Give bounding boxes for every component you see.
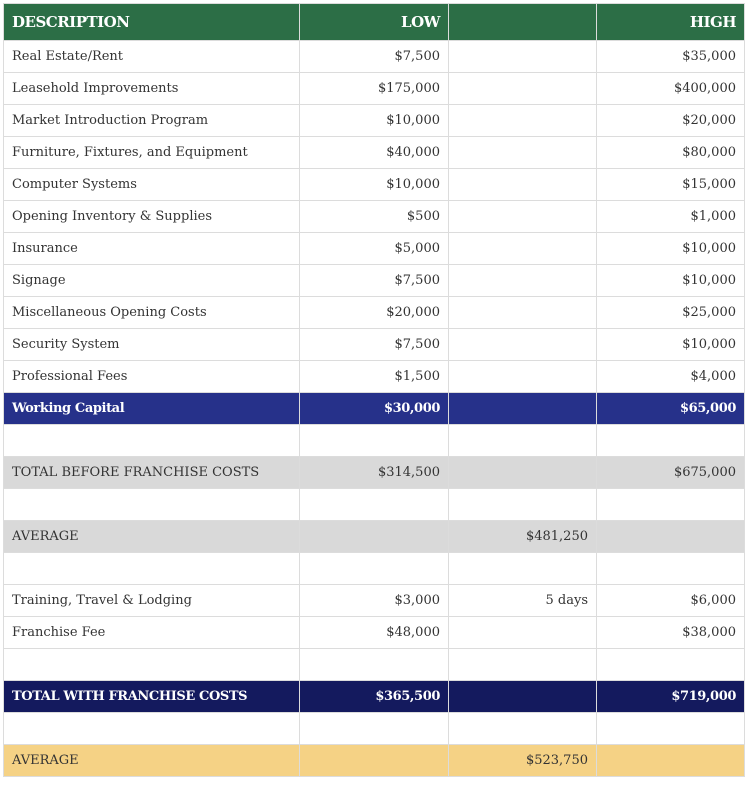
row-description: Miscellaneous Opening Costs	[4, 297, 300, 329]
row-description: Computer Systems	[4, 169, 300, 201]
table-row	[4, 297, 745, 329]
row-mid: $523,750	[449, 745, 597, 777]
row-high: $10,000	[597, 265, 745, 297]
row-mid	[449, 393, 597, 425]
row-mid	[449, 201, 597, 233]
row-mid	[449, 617, 597, 649]
spacer-row	[4, 649, 745, 681]
table-row	[4, 265, 745, 297]
row-mid	[449, 105, 597, 137]
row-mid	[449, 457, 597, 489]
row-mid: 5 days	[449, 585, 597, 617]
spacer-row	[4, 713, 745, 745]
table-header-row	[4, 4, 745, 41]
row-mid	[449, 553, 597, 585]
row-description: TOTAL BEFORE FRANCHISE COSTS	[4, 457, 300, 489]
table-row	[4, 361, 745, 393]
row-description: Signage	[4, 265, 300, 297]
row-high: $675,000	[597, 457, 745, 489]
row-mid	[449, 41, 597, 73]
working-capital-row	[4, 393, 745, 425]
spacer-row	[4, 425, 745, 457]
row-high: $80,000	[597, 137, 745, 169]
row-high: $15,000	[597, 169, 745, 201]
row-high: $400,000	[597, 73, 745, 105]
row-mid	[449, 489, 597, 521]
row-description: TOTAL WITH FRANCHISE COSTS	[4, 681, 300, 713]
row-high: $6,000	[597, 585, 745, 617]
column-header-low: LOW	[300, 4, 449, 41]
row-high: $10,000	[597, 233, 745, 265]
row-description	[4, 425, 300, 457]
row-mid	[449, 681, 597, 713]
row-low: $20,000	[300, 297, 449, 329]
row-low: $10,000	[300, 105, 449, 137]
column-header-description: DESCRIPTION	[4, 4, 300, 41]
final-average-row	[4, 745, 745, 777]
row-high	[597, 713, 745, 745]
row-description: Market Introduction Program	[4, 105, 300, 137]
row-mid	[449, 329, 597, 361]
row-mid	[449, 169, 597, 201]
row-mid	[449, 233, 597, 265]
table-row	[4, 329, 745, 361]
total-with-franchise-row	[4, 681, 745, 713]
row-high	[597, 649, 745, 681]
row-high: $1,000	[597, 201, 745, 233]
row-high: $38,000	[597, 617, 745, 649]
row-mid	[449, 297, 597, 329]
row-high	[597, 489, 745, 521]
franchise-cost-table	[3, 3, 745, 777]
row-low	[300, 745, 449, 777]
row-description: Leasehold Improvements	[4, 73, 300, 105]
row-low: $40,000	[300, 137, 449, 169]
row-high: $20,000	[597, 105, 745, 137]
row-low: $7,500	[300, 265, 449, 297]
row-description	[4, 553, 300, 585]
row-description: Professional Fees	[4, 361, 300, 393]
table-row	[4, 169, 745, 201]
row-description: Security System	[4, 329, 300, 361]
row-high	[597, 425, 745, 457]
row-high	[597, 521, 745, 553]
row-low	[300, 425, 449, 457]
table-row	[4, 137, 745, 169]
row-mid	[449, 425, 597, 457]
row-low	[300, 713, 449, 745]
row-high	[597, 745, 745, 777]
row-mid	[449, 361, 597, 393]
row-low: $175,000	[300, 73, 449, 105]
spacer-row	[4, 489, 745, 521]
row-description: AVERAGE	[4, 521, 300, 553]
row-high: $10,000	[597, 329, 745, 361]
row-low: $365,500	[300, 681, 449, 713]
average-row	[4, 521, 745, 553]
row-description: Insurance	[4, 233, 300, 265]
row-description	[4, 713, 300, 745]
table-row	[4, 617, 745, 649]
total-before-franchise-row	[4, 457, 745, 489]
row-mid	[449, 649, 597, 681]
column-header-mid	[449, 4, 597, 41]
row-low: $5,000	[300, 233, 449, 265]
row-high: $4,000	[597, 361, 745, 393]
row-low	[300, 521, 449, 553]
row-description	[4, 649, 300, 681]
row-mid	[449, 265, 597, 297]
row-low: $3,000	[300, 585, 449, 617]
row-mid: $481,250	[449, 521, 597, 553]
row-high	[597, 553, 745, 585]
row-mid	[449, 713, 597, 745]
row-description	[4, 489, 300, 521]
row-mid	[449, 137, 597, 169]
row-low: $7,500	[300, 329, 449, 361]
row-description: Working Capital	[4, 393, 300, 425]
table-row	[4, 41, 745, 73]
row-low: $7,500	[300, 41, 449, 73]
row-description: Real Estate/Rent	[4, 41, 300, 73]
row-description: Furniture, Fixtures, and Equipment	[4, 137, 300, 169]
row-low	[300, 649, 449, 681]
row-low: $10,000	[300, 169, 449, 201]
column-header-high: HIGH	[597, 4, 745, 41]
row-low: $30,000	[300, 393, 449, 425]
row-low	[300, 489, 449, 521]
row-low: $500	[300, 201, 449, 233]
table-row	[4, 233, 745, 265]
table-row	[4, 201, 745, 233]
row-low: $1,500	[300, 361, 449, 393]
row-mid	[449, 73, 597, 105]
row-high: $719,000	[597, 681, 745, 713]
row-low: $314,500	[300, 457, 449, 489]
row-low: $48,000	[300, 617, 449, 649]
table-row	[4, 73, 745, 105]
row-high: $25,000	[597, 297, 745, 329]
row-low	[300, 553, 449, 585]
row-high: $35,000	[597, 41, 745, 73]
row-description: Franchise Fee	[4, 617, 300, 649]
row-description: Training, Travel & Lodging	[4, 585, 300, 617]
row-description: AVERAGE	[4, 745, 300, 777]
table-row	[4, 105, 745, 137]
table-row	[4, 585, 745, 617]
row-description: Opening Inventory & Supplies	[4, 201, 300, 233]
spacer-row	[4, 553, 745, 585]
row-high: $65,000	[597, 393, 745, 425]
